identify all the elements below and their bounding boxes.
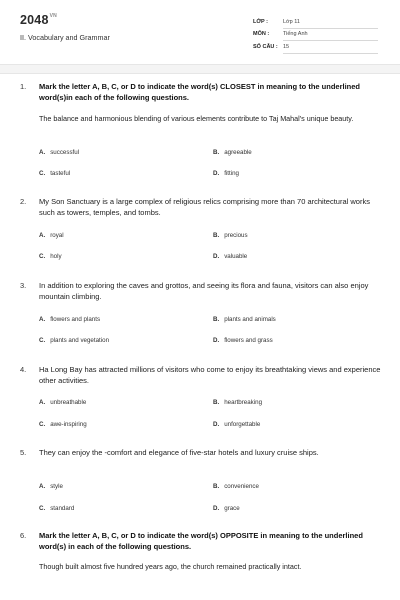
question-text: Ha Long Bay has attracted millions of visitors who come to enjoy its breathtaking views and experience other activities. <box>39 365 381 385</box>
logo-text: 2048 <box>20 13 49 27</box>
section-title: II. Vocabulary and Grammar <box>20 33 110 42</box>
option-a[interactable]: A. successful <box>39 149 80 156</box>
option-d[interactable]: D. flowers and grass <box>213 337 273 344</box>
question-number: 2. <box>20 197 27 206</box>
question-text: My Son Sanctuary is a large complex of religious relics comprising more than 70 architectural works such as towers, temples, and tombs. <box>39 197 370 217</box>
meta-count-value: 15 <box>283 44 290 50</box>
option-c[interactable]: C. awe-inspiring <box>39 421 87 428</box>
option-a[interactable]: A. royal <box>39 232 64 239</box>
question-number: 4. <box>20 365 27 374</box>
question-1 <box>20 81 382 103</box>
meta-class-value: Lớp 11 <box>283 19 300 25</box>
question-instruction: Mark the letter A, B, C, or D to indicate the word(s) CLOSEST in meaning to the underlined word(s)in each of the following questions. <box>39 82 360 102</box>
question-number: 5. <box>20 448 27 457</box>
meta-subject-value: Tiếng Anh <box>283 31 308 37</box>
question-5 <box>20 447 382 458</box>
question-3 <box>20 280 382 302</box>
option-b[interactable]: B. agreeable <box>213 149 252 156</box>
question-text: In addition to exploring the caves and grottos, and seeing its flora and fauna, visitors can also enjoy mountain climbing. <box>39 281 369 301</box>
option-d[interactable]: D. valuable <box>213 253 248 260</box>
option-a[interactable]: A. style <box>39 483 63 490</box>
question-text: They can enjoy the -comfort and elegance of five-star hotels and luxury cruise ships. <box>39 448 319 457</box>
option-a[interactable]: A. flowers and plants <box>39 316 101 323</box>
question-4 <box>20 364 382 386</box>
option-b[interactable]: B. heartbreaking <box>213 399 263 406</box>
option-c[interactable]: C. holy <box>39 253 62 260</box>
option-c[interactable]: C. plants and vegetation <box>39 337 110 344</box>
option-c[interactable]: C. tasteful <box>39 170 71 177</box>
meta-count-label: SỐ CÂU : <box>253 44 278 50</box>
option-d[interactable]: D. unforgettable <box>213 421 261 428</box>
question-number: 6. <box>20 531 27 540</box>
question-1-passage: The balance and harmonious blending of various elements contribute to Taj Mahal's unique beauty. <box>39 114 354 123</box>
question-instruction: Mark the letter A, B, C, or D to indicate the word(s) OPPOSITE in meaning to the underlined word(s) in each of the following questions. <box>39 531 363 551</box>
site-logo[interactable] <box>20 13 57 27</box>
question-number: 3. <box>20 281 27 290</box>
option-d[interactable]: D. fitting <box>213 170 239 177</box>
question-6 <box>20 530 382 552</box>
logo-mark: VN <box>49 13 57 19</box>
option-a[interactable]: A. unbreathable <box>39 399 87 406</box>
option-b[interactable]: B. plants and animals <box>213 316 276 323</box>
option-c[interactable]: C. standard <box>39 505 75 512</box>
option-b[interactable]: B. convenience <box>213 483 259 490</box>
question-number: 1. <box>20 82 27 91</box>
question-2 <box>20 196 382 218</box>
option-d[interactable]: D. grace <box>213 505 240 512</box>
option-b[interactable]: B. precious <box>213 232 248 239</box>
meta-class-label: LỚP : <box>253 19 268 25</box>
question-6-passage: Though built almost five hundred years ago, the church remained practically intact. <box>39 562 302 571</box>
meta-subject-label: MÔN : <box>253 31 270 37</box>
header-divider <box>0 64 400 74</box>
